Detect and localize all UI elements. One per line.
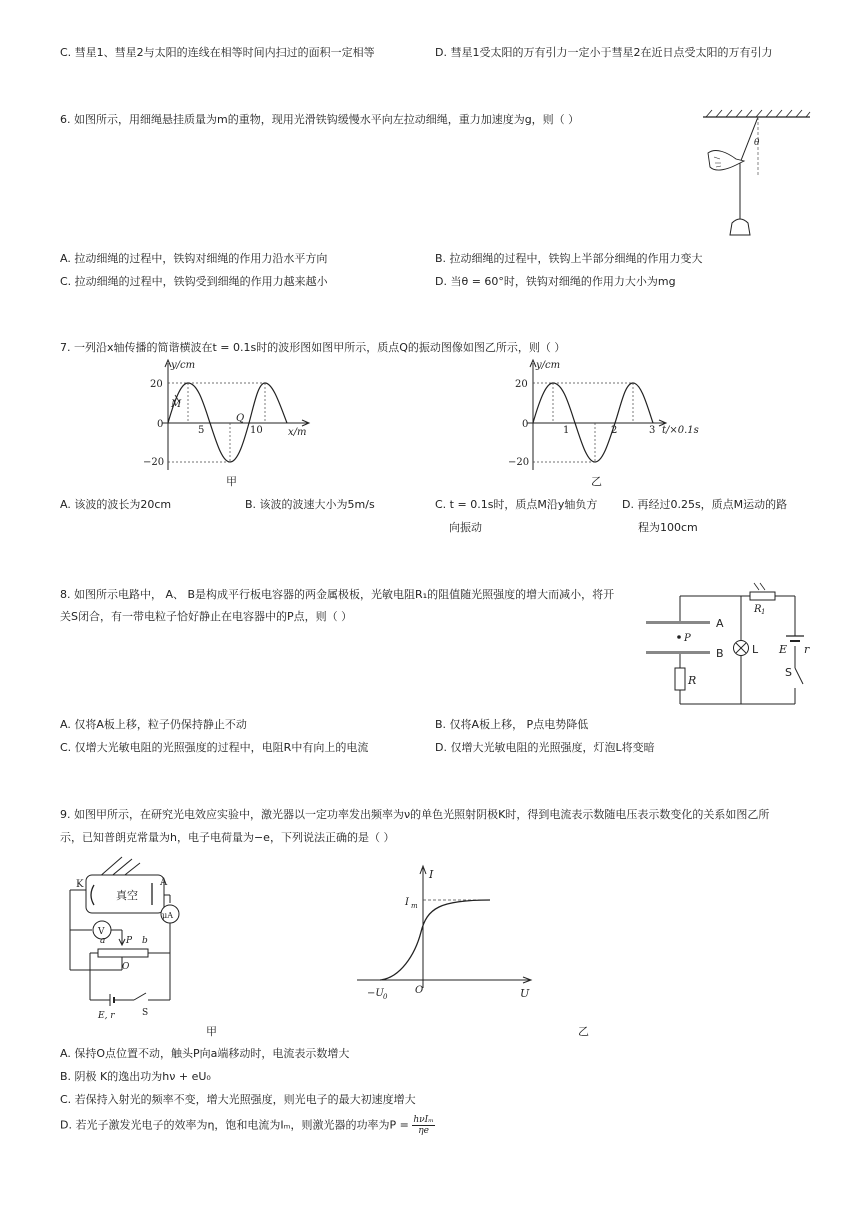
q9a-er-label: E, r (98, 1011, 115, 1021)
q7a-ylabel: y/cm (171, 360, 196, 371)
q9b-im-subscript: m (411, 902, 418, 910)
q7b-x1: 1 (563, 425, 570, 436)
q5-option-c: C. 彗星1、彗星2与太阳的连线在相等时间内扫过的面积一定相等 (60, 46, 375, 59)
q7a-ytop: 20 (150, 379, 163, 390)
q9b-u0-label: −U (367, 988, 384, 999)
q9a-b-end-label: b (142, 936, 148, 946)
q7a-caption: 甲 (226, 475, 237, 488)
q7b-ytop: 20 (515, 379, 528, 390)
q9b-u0-subscript: 0 (383, 993, 388, 1001)
q9a-caption: 甲 (206, 1025, 217, 1038)
q7b-ybottom: −20 (508, 457, 530, 468)
q9b-i-label: I (429, 868, 434, 881)
q6-option-d: D. 当θ = 60°时，铁钩对细绳的作用力大小为mg (435, 275, 676, 288)
q7-option-d-line2: 程为100cm (638, 521, 698, 534)
q9a-a-end-label: a (100, 936, 106, 946)
q8-l-label: L (752, 643, 759, 656)
q8-circuit (640, 580, 820, 710)
q7-figure-a (140, 355, 320, 490)
q9-fraction-denominator: ηe (418, 1126, 429, 1136)
q9a-p-label: P (126, 936, 133, 946)
q9a-a-label: A (160, 877, 168, 888)
q7a-x5: 5 (198, 425, 205, 436)
q6-stem: 6. 如图所示，用细绳悬挂质量为m的重物，现用光滑铁钩缓慢水平向左拉动细绳，重力加速度为g，则（ ） (60, 113, 580, 126)
q6-option-c: C. 拉动细绳的过程中，铁钩受到细绳的作用力越来越小 (60, 275, 328, 288)
q8-r1-subscript: 1 (761, 608, 766, 616)
q7-option-a: A. 该波的波长为20cm (60, 498, 172, 511)
q9-fraction-numerator: hνIₘ (413, 1115, 434, 1125)
q9a-s-label: S (142, 1008, 149, 1018)
q9-option-d (60, 1115, 435, 1136)
q8-r1-label: R (754, 604, 762, 615)
q9a-k-label: K (76, 879, 84, 890)
q9a-o-label: O (122, 962, 130, 972)
q6-option-a: A. 拉动细绳的过程中，铁钩对细绳的作用力沿水平方向 (60, 252, 328, 265)
q7-option-c-line1: C. t = 0.1s时，质点M沿y轴负方 (435, 498, 598, 511)
q8-s-label: S (785, 666, 792, 679)
q9-figure-b (355, 860, 545, 1005)
q7b-xlabel: t/×0.1s (662, 425, 699, 436)
q6-figure (688, 105, 813, 245)
q8-r-label: r (804, 643, 810, 656)
q7a-xlabel: x/m (288, 427, 307, 438)
q9-figure-a (60, 855, 235, 1040)
q7-stem: 7. 一列沿x轴传播的简谐横波在t = 0.1s时的波形图如图甲所示，质点Q的振动图像如图乙所示，则（ ） (60, 341, 566, 354)
q8-b-label: B (716, 647, 724, 660)
q9-option-c: C. 若保持入射光的频率不变，增大光照强度，则光电子的最大初速度增大 (60, 1093, 416, 1106)
q8-r-resistor-label: R (688, 674, 697, 687)
q7b-x3: 3 (649, 425, 656, 436)
q7b-yzero: 0 (522, 419, 529, 430)
q5-option-d: D. 彗星1受太阳的万有引力一定小于彗星2在近日点受太阳的万有引力 (435, 46, 773, 59)
q9b-o-label: O (415, 985, 424, 996)
q9-option-b: B. 阴极 K的逸出功为hν + eU₀ (60, 1070, 211, 1083)
q9a-vacuum-label: 真空 (116, 889, 138, 902)
q7a-label-m: M (171, 399, 182, 410)
q6-option-b: B. 拉动细绳的过程中，铁钩上半部分细绳的作用力变大 (435, 252, 703, 265)
q9b-u-label: U (520, 987, 530, 1000)
q9-option-d-fraction (412, 1115, 434, 1136)
q9a-voltmeter-label: V (98, 927, 105, 937)
q7-option-d-line1: D. 再经过0.25s，质点M运动的路 (622, 498, 788, 511)
q8-option-c: C. 仅增大光敏电阻的光照强度的过程中，电阻R中有向上的电流 (60, 741, 369, 754)
q7b-caption: 乙 (591, 475, 602, 488)
q8-option-a: A. 仅将A板上移，粒子仍保持静止不动 (60, 718, 247, 731)
q9a-ammeter-label: μA (162, 911, 173, 920)
q9b-im-label: I (405, 897, 409, 908)
q9b-caption: 乙 (578, 1025, 589, 1038)
q8-option-b: B. 仅将A板上移， P点电势降低 (435, 718, 589, 731)
q7a-yzero: 0 (157, 419, 164, 430)
q7-figure-b (505, 355, 720, 490)
q8-p-label: P (684, 633, 691, 644)
q8-stem-line1: 8. 如图所示电路中， A、 B是构成平行板电容器的两金属极板，光敏电阻R₁的阻值随光照强度的增大而减小，将开 (60, 588, 615, 601)
q8-option-d: D. 仅增大光敏电阻的光照强度，灯泡L将变暗 (435, 741, 655, 754)
q8-a-label: A (716, 617, 724, 630)
q7-option-b: B. 该波的波速大小为5m/s (245, 498, 375, 511)
q9-stem-line1: 9. 如图甲所示，在研究光电效应实验中，激光器以一定功率发出频率为ν的单色光照射阴极K时，得到电流表示数随电压表示数变化的关系如图乙所 (60, 808, 770, 821)
q8-stem-line2: 关S闭合，有一带电粒子恰好静止在电容器中的P点，则（ ） (60, 610, 353, 623)
q7-option-c-line2: 向振动 (449, 521, 482, 534)
q7a-ybottom: −20 (143, 457, 165, 468)
q6-theta-label: θ (754, 138, 760, 148)
q9-option-d-text: D. 若光子激发光电子的效率为η，饱和电流为Iₘ，则激光器的功率为P = (60, 1118, 409, 1132)
q8-e-label: E (779, 643, 788, 656)
q7a-x10: 10 (250, 425, 263, 436)
q7b-ylabel: y/cm (536, 360, 561, 371)
q9-option-a: A. 保持O点位置不动，触头P向a端移动时，电流表示数增大 (60, 1047, 350, 1060)
q7b-x2: 2 (611, 425, 618, 436)
q7a-label-q: Q (236, 413, 245, 424)
q9-stem-line2: 示，已知普朗克常量为h，电子电荷量为−e，下列说法正确的是（ ） (60, 831, 395, 844)
